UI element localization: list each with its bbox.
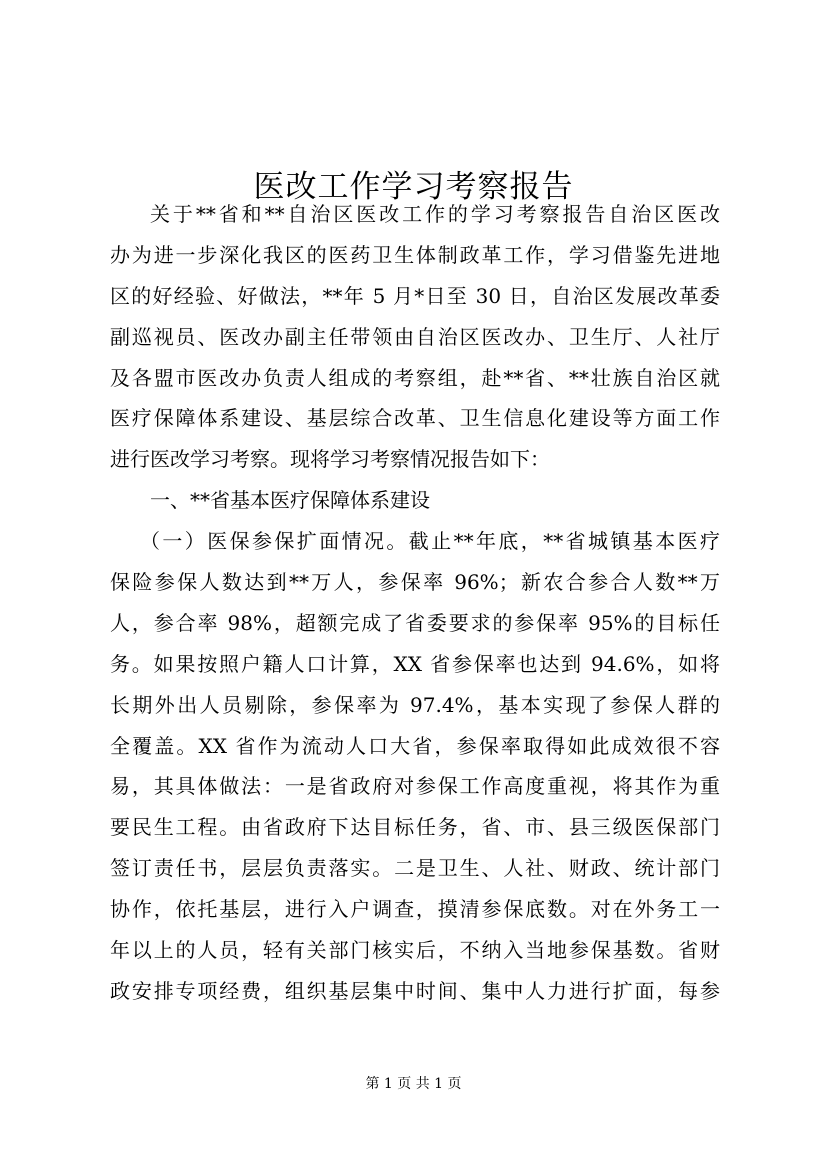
paragraph-line: 进行医改学习考察。现将学习考察情况报告如下： bbox=[110, 447, 550, 472]
paragraph-line: 年以上的人员，轻有关部门核实后，不纳入当地参保基数。省财 bbox=[110, 938, 720, 963]
paragraph-line: 全覆盖。XX 省作为流动人口大省，参保率取得如此成效很不容 bbox=[110, 733, 720, 758]
page-number-footer: 第 1 页 共 1 页 bbox=[365, 1076, 462, 1092]
paragraph-line: 及各盟市医改办负责人组成的考察组，赴**省、**壮族自治区就 bbox=[110, 365, 720, 390]
paragraph-line: 办为进一步深化我区的医药卫生体制政革工作，学习借鉴先进地 bbox=[110, 242, 720, 267]
paragraph-line: 人，参合率 98%，超额完成了省委要求的参保率 95%的目标任 bbox=[110, 610, 720, 635]
paragraph-line: 关于**省和**自治区医改工作的学习考察报告自治区医改 bbox=[150, 202, 720, 226]
paragraph-line: 政安排专项经费，组织基层集中时间、集中人力进行扩面，每参 bbox=[110, 978, 720, 1003]
paragraph-line: 副巡视员、医改办副主任带领由自治区医改办、卫生厅、人社厅 bbox=[110, 324, 720, 349]
paragraph-line: 长期外出人员剔除，参保率为 97.4%，基本实现了参保人群的 bbox=[110, 692, 720, 717]
paragraph-line: 保险参保人数达到**万人，参保率 96%；新农合参合人数**万 bbox=[110, 570, 720, 595]
paragraph-line: 医疗保障体系建设、基层综合改革、卫生信息化建设等方面工作 bbox=[110, 406, 720, 431]
document-body bbox=[110, 194, 720, 1012]
paragraph-line: 易，其具体做法：一是省政府对参保工作高度重视，将其作为重 bbox=[110, 774, 720, 799]
paragraph-line: 协作，依托基层，进行入户调查，摸清参保底数。对在外务工一 bbox=[110, 897, 720, 922]
paragraph-line: 务。如果按照户籍人口计算，XX 省参保率也达到 94.6%，如将 bbox=[110, 651, 720, 676]
paragraph-line: 要民生工程。由省政府下达目标任务，省、市、县三级医保部门 bbox=[110, 815, 720, 840]
paragraph-line: 区的好经验、好做法，**年 5 月*日至 30 日，自治区发展改革委 bbox=[110, 283, 720, 308]
paragraph-line: （一）医保参保扩面情况。截止**年底，**省城镇基本医疗 bbox=[140, 529, 720, 554]
section-heading: 一、**省基本医疗保障体系建设 bbox=[150, 488, 430, 513]
document-title: 医改工作学习考察报告 bbox=[253, 168, 574, 205]
paragraph-line: 签订责任书，层层负责落实。二是卫生、人社、财政、统计部门 bbox=[110, 856, 720, 881]
